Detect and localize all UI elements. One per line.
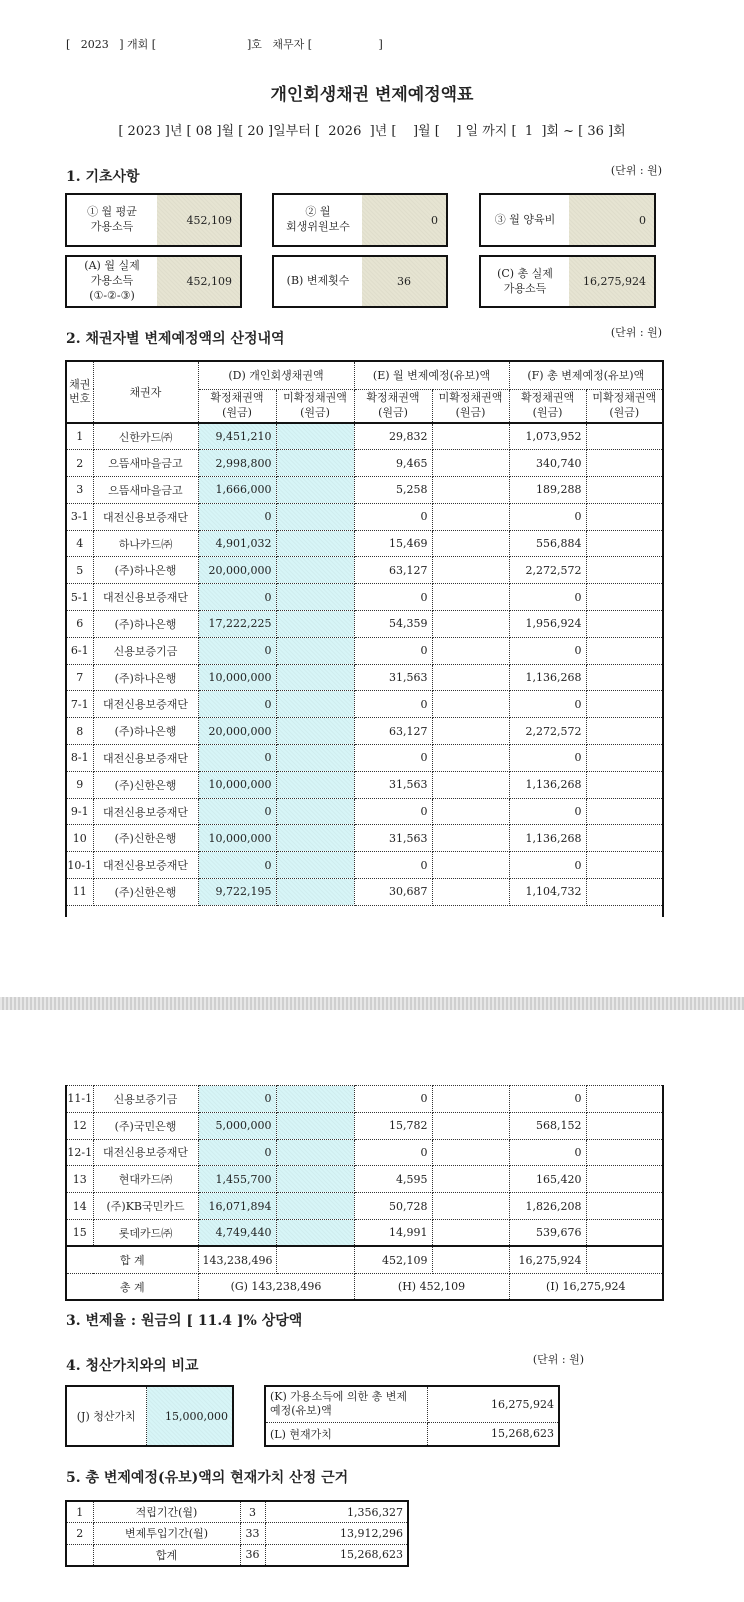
e-unconfirmed [432, 771, 509, 798]
e-unconfirmed [432, 879, 509, 906]
d-confirmed: 4,901,032 [198, 530, 276, 557]
e-unconfirmed [432, 1139, 509, 1166]
child-support-box [479, 193, 656, 247]
e-confirmed: 5,258 [354, 477, 432, 504]
box-label: ① 월 평균 가용소득 [67, 195, 157, 245]
f-unconfirmed [586, 477, 663, 504]
creditor-no: 8 [66, 718, 93, 745]
d-unconfirmed [276, 530, 354, 557]
e-unconfirmed [432, 664, 509, 691]
box-label: (A) 월 실제 가용소득 (①-②-③) [67, 257, 157, 306]
e-unconfirmed [432, 584, 509, 611]
col-header-d-confirmed: 확정채권액 (원금) [198, 389, 276, 423]
creditor-name: 신용보증기금 [93, 637, 198, 664]
d-confirmed: 0 [198, 691, 276, 718]
creditor-name: 신용보증기금 [93, 1086, 198, 1113]
creditor-name: (주)하나은행 [93, 664, 198, 691]
e-confirmed: 15,469 [354, 530, 432, 557]
d-confirmed: 20,000,000 [198, 557, 276, 584]
table-row [66, 1139, 663, 1166]
table-row [66, 798, 663, 825]
f-unconfirmed [586, 1193, 663, 1220]
d-confirmed: 10,000,000 [198, 664, 276, 691]
total-label: 총 계 [66, 1273, 198, 1300]
table-row [66, 1112, 663, 1139]
row-no: 2 [66, 1523, 93, 1545]
table-row [66, 1544, 408, 1566]
e-unconfirmed [432, 745, 509, 772]
creditor-no: 7-1 [66, 691, 93, 718]
e-unconfirmed [432, 825, 509, 852]
d-confirmed: 9,722,195 [198, 879, 276, 906]
d-confirmed: 10,000,000 [198, 825, 276, 852]
table-row [66, 691, 663, 718]
f-confirmed: 1,956,924 [509, 611, 586, 638]
section2-title: 2. 채권자별 변제예정액의 산정내역 [66, 331, 285, 347]
f-unconfirmed [586, 1112, 663, 1139]
e-confirmed: 54,359 [354, 611, 432, 638]
e-confirmed: 30,687 [354, 879, 432, 906]
d-confirmed: 9,451,210 [198, 423, 276, 450]
d-unconfirmed [276, 691, 354, 718]
creditor-name: 하나카드㈜ [93, 530, 198, 557]
creditor-no: 12 [66, 1112, 93, 1139]
d-unconfirmed [276, 423, 354, 450]
creditor-no: 9 [66, 771, 93, 798]
subtotal-d: 143,238,496 [198, 1246, 276, 1273]
table-row [66, 745, 663, 772]
box-value: 0 [569, 195, 654, 245]
creditor-no: 10-1 [66, 852, 93, 879]
table-row [66, 1219, 663, 1246]
col-header-f-unconfirmed: 미확정채권액 (원금) [586, 389, 663, 423]
col-header-e-confirmed: 확정채권액 (원금) [354, 389, 432, 423]
box-label: ② 월 회생위원보수 [274, 195, 362, 245]
amount: 1,356,327 [265, 1501, 408, 1523]
d-unconfirmed [276, 503, 354, 530]
f-confirmed: 0 [509, 1086, 586, 1113]
f-confirmed: 1,073,952 [509, 423, 586, 450]
f-unconfirmed [586, 771, 663, 798]
e-unconfirmed [432, 450, 509, 477]
f-unconfirmed [586, 798, 663, 825]
table-row [66, 1523, 408, 1545]
table-row [66, 423, 663, 450]
creditor-no: 14 [66, 1193, 93, 1220]
d-confirmed: 0 [198, 1139, 276, 1166]
total-row [66, 1273, 663, 1300]
e-unconfirmed [432, 691, 509, 718]
box-value: 16,275,924 [569, 257, 654, 306]
f-confirmed: 2,272,572 [509, 718, 586, 745]
f-unconfirmed [586, 691, 663, 718]
f-unconfirmed [586, 852, 663, 879]
section5-title: 5. 총 변제예정(유보)액의 현재가치 산정 근거 [66, 1470, 349, 1486]
e-unconfirmed [432, 477, 509, 504]
d-confirmed: 5,000,000 [198, 1112, 276, 1139]
table-row [66, 637, 663, 664]
d-unconfirmed [276, 771, 354, 798]
f-confirmed: 1,136,268 [509, 825, 586, 852]
creditor-name: 대전신용보증재단 [93, 745, 198, 772]
creditor-name: 대전신용보증재단 [93, 798, 198, 825]
section2-unit: (단위 : 원) [610, 326, 662, 339]
d-confirmed: 0 [198, 637, 276, 664]
d-confirmed: 10,000,000 [198, 771, 276, 798]
table-row [66, 825, 663, 852]
table-row [66, 1193, 663, 1220]
page-break [0, 997, 744, 1010]
d-confirmed: 0 [198, 503, 276, 530]
creditor-table-page1 [65, 360, 664, 917]
creditor-no: 3 [66, 477, 93, 504]
d-unconfirmed [276, 557, 354, 584]
creditor-no: 6 [66, 611, 93, 638]
table-row [66, 557, 663, 584]
f-unconfirmed [586, 664, 663, 691]
d-confirmed: 16,071,894 [198, 1193, 276, 1220]
period-label: 합계 [93, 1544, 240, 1566]
f-confirmed: 2,272,572 [509, 557, 586, 584]
f-confirmed: 1,136,268 [509, 664, 586, 691]
present-value-basis-table [65, 1500, 409, 1567]
creditor-name: 대전신용보증재단 [93, 691, 198, 718]
table-row [66, 584, 663, 611]
d-confirmed: 1,455,700 [198, 1166, 276, 1193]
trustee-fee-box [272, 193, 448, 247]
amount: 15,268,623 [265, 1544, 408, 1566]
f-unconfirmed [586, 718, 663, 745]
e-confirmed: 0 [354, 584, 432, 611]
col-header-creditor: 채권자 [93, 361, 198, 423]
e-confirmed: 50,728 [354, 1193, 432, 1220]
monthly-avg-income-box [65, 193, 242, 247]
box-value: 36 [362, 257, 446, 306]
creditor-no: 1 [66, 423, 93, 450]
d-unconfirmed [276, 637, 354, 664]
e-confirmed: 31,563 [354, 771, 432, 798]
creditor-no: 6-1 [66, 637, 93, 664]
d-confirmed: 0 [198, 852, 276, 879]
empty-cell [432, 1246, 509, 1273]
f-unconfirmed [586, 1139, 663, 1166]
col-header-d-unconfirmed: 미확정채권액 (원금) [276, 389, 354, 423]
creditor-no: 2 [66, 450, 93, 477]
e-confirmed: 0 [354, 745, 432, 772]
subtotal-label: 합 계 [66, 1246, 198, 1273]
period-label: 적립기간(월) [93, 1501, 240, 1523]
total-repayment-value: 16,275,924 [427, 1386, 559, 1422]
f-unconfirmed [586, 637, 663, 664]
creditor-no: 15 [66, 1219, 93, 1246]
f-unconfirmed [586, 745, 663, 772]
d-unconfirmed [276, 611, 354, 638]
total-g: (G) 143,238,496 [198, 1273, 354, 1300]
table-row [66, 611, 663, 638]
total-repayment-label: (K) 가용소득에 의한 총 변제 예정(유보)액 [265, 1386, 427, 1422]
e-unconfirmed [432, 1086, 509, 1113]
f-confirmed: 568,152 [509, 1112, 586, 1139]
col-header-no: 채권 번호 [66, 361, 93, 423]
f-confirmed: 0 [509, 852, 586, 879]
table-row [66, 503, 663, 530]
creditor-name: 으뜸새마을금고 [93, 477, 198, 504]
e-unconfirmed [432, 637, 509, 664]
creditor-name: (주)KB국민카드 [93, 1193, 198, 1220]
table-row [66, 450, 663, 477]
creditor-name: 현대카드㈜ [93, 1166, 198, 1193]
section1-title: 1. 기초사항 [66, 169, 140, 185]
d-confirmed: 0 [198, 584, 276, 611]
f-confirmed: 0 [509, 584, 586, 611]
d-confirmed: 0 [198, 1086, 276, 1113]
e-unconfirmed [432, 1219, 509, 1246]
creditor-no: 5-1 [66, 584, 93, 611]
e-unconfirmed [432, 1166, 509, 1193]
box-value: 452,109 [157, 195, 240, 245]
e-confirmed: 4,595 [354, 1166, 432, 1193]
f-unconfirmed [586, 1086, 663, 1113]
e-confirmed: 0 [354, 1086, 432, 1113]
f-confirmed: 0 [509, 798, 586, 825]
months: 36 [240, 1544, 265, 1566]
creditor-no: 13 [66, 1166, 93, 1193]
e-confirmed: 0 [354, 852, 432, 879]
e-confirmed: 29,832 [354, 423, 432, 450]
creditor-no: 3-1 [66, 503, 93, 530]
e-confirmed: 31,563 [354, 825, 432, 852]
creditor-name: 롯데카드㈜ [93, 1219, 198, 1246]
e-unconfirmed [432, 423, 509, 450]
present-value-value: 15,268,623 [427, 1422, 559, 1446]
months: 3 [240, 1501, 265, 1523]
section1-unit: (단위 : 원) [610, 164, 662, 177]
d-unconfirmed [276, 1086, 354, 1113]
creditor-name: (주)신한은행 [93, 825, 198, 852]
case-number-line: [ 2023 ] 개회 [ ]호 채무자 [ ] [66, 38, 383, 51]
present-value-label: (L) 현재가치 [265, 1422, 427, 1446]
d-unconfirmed [276, 879, 354, 906]
e-unconfirmed [432, 530, 509, 557]
f-unconfirmed [586, 557, 663, 584]
d-unconfirmed [276, 1112, 354, 1139]
creditor-name: (주)하나은행 [93, 611, 198, 638]
f-confirmed: 539,676 [509, 1219, 586, 1246]
table-row [66, 852, 663, 879]
table-row [66, 1166, 663, 1193]
e-confirmed: 0 [354, 637, 432, 664]
table-row [66, 879, 663, 906]
e-confirmed: 15,782 [354, 1112, 432, 1139]
section4-unit: (단위 : 원) [532, 1353, 584, 1366]
f-confirmed: 189,288 [509, 477, 586, 504]
table-row [66, 664, 663, 691]
creditor-name: (주)하나은행 [93, 718, 198, 745]
d-unconfirmed [276, 450, 354, 477]
f-confirmed: 0 [509, 503, 586, 530]
creditor-name: 대전신용보증재단 [93, 852, 198, 879]
table-row [66, 1501, 408, 1523]
creditor-name: 으뜸새마을금고 [93, 450, 198, 477]
d-confirmed: 2,998,800 [198, 450, 276, 477]
d-unconfirmed [276, 477, 354, 504]
subtotal-row [66, 1246, 663, 1273]
e-unconfirmed [432, 718, 509, 745]
row-no [66, 1544, 93, 1566]
subtotal-e: 452,109 [354, 1246, 432, 1273]
e-confirmed: 63,127 [354, 557, 432, 584]
f-unconfirmed [586, 825, 663, 852]
e-unconfirmed [432, 852, 509, 879]
creditor-no: 12-1 [66, 1139, 93, 1166]
d-unconfirmed [276, 584, 354, 611]
creditor-name: 신한카드㈜ [93, 423, 198, 450]
creditor-no: 10 [66, 825, 93, 852]
repayment-count-box [272, 255, 448, 308]
total-h: (H) 452,109 [354, 1273, 509, 1300]
subtotal-f: 16,275,924 [509, 1246, 586, 1273]
section4-title: 4. 청산가치와의 비교 [66, 1358, 199, 1374]
total-i: (I) 16,275,924 [509, 1273, 663, 1300]
creditor-no: 7 [66, 664, 93, 691]
present-value-comparison-table [264, 1385, 560, 1447]
e-unconfirmed [432, 1193, 509, 1220]
col-header-e: (E) 월 변제예정(유보)액 [354, 361, 509, 389]
actual-income-box [65, 255, 242, 308]
f-confirmed: 340,740 [509, 450, 586, 477]
f-confirmed: 1,826,208 [509, 1193, 586, 1220]
creditor-no: 11 [66, 879, 93, 906]
d-unconfirmed [276, 1219, 354, 1246]
box-label: (B) 변제횟수 [274, 257, 362, 306]
e-unconfirmed [432, 1112, 509, 1139]
table-row [66, 1086, 663, 1113]
f-unconfirmed [586, 584, 663, 611]
document-title: 개인회생채권 변제예정액표 [270, 85, 474, 105]
d-confirmed: 1,666,000 [198, 477, 276, 504]
liquidation-value-label: (J) 청산가치 [66, 1386, 146, 1446]
table-continuation-gap [66, 905, 663, 917]
section3-repayment-rate: 3. 변제율 : 원금의 [ 11.4 ]% 상당액 [66, 1313, 303, 1329]
f-confirmed: 1,104,732 [509, 879, 586, 906]
creditor-name: 대전신용보증재단 [93, 584, 198, 611]
box-label: (C) 총 실제 가용소득 [481, 257, 569, 306]
creditor-table-page2 [65, 1085, 664, 1301]
creditor-name: (주)신한은행 [93, 879, 198, 906]
empty-cell [276, 1246, 354, 1273]
f-confirmed: 0 [509, 691, 586, 718]
f-confirmed: 0 [509, 1139, 586, 1166]
total-income-box [479, 255, 656, 308]
col-header-f: (F) 총 변제예정(유보)액 [509, 361, 663, 389]
e-unconfirmed [432, 557, 509, 584]
d-confirmed: 0 [198, 745, 276, 772]
e-confirmed: 63,127 [354, 718, 432, 745]
empty-cell [586, 1246, 663, 1273]
f-unconfirmed [586, 1219, 663, 1246]
e-confirmed: 0 [354, 1139, 432, 1166]
e-unconfirmed [432, 503, 509, 530]
table-row [66, 771, 663, 798]
col-header-e-unconfirmed: 미확정채권액 (원금) [432, 389, 509, 423]
creditor-name: 대전신용보증재단 [93, 503, 198, 530]
months: 33 [240, 1523, 265, 1545]
period-label: 변제투입기간(월) [93, 1523, 240, 1545]
creditor-name: 대전신용보증재단 [93, 1139, 198, 1166]
f-confirmed: 556,884 [509, 530, 586, 557]
creditor-no: 9-1 [66, 798, 93, 825]
box-value: 452,109 [157, 257, 240, 306]
d-unconfirmed [276, 852, 354, 879]
f-unconfirmed [586, 1166, 663, 1193]
creditor-no: 5 [66, 557, 93, 584]
liquidation-value: 15,000,000 [146, 1386, 233, 1446]
liquidation-value-table [65, 1385, 234, 1447]
f-confirmed: 1,136,268 [509, 771, 586, 798]
table-row [66, 718, 663, 745]
creditor-name: (주)국민은행 [93, 1112, 198, 1139]
d-confirmed: 4,749,440 [198, 1219, 276, 1246]
d-unconfirmed [276, 1139, 354, 1166]
repayment-period: [ 2023 ]년 [ 08 ]월 [ 20 ]일부터 [ 2026 ]년 [ ]월 [ ] 일 까지 [ 1 ]회 ~ [ 36 ]회 [118, 124, 626, 139]
amount: 13,912,296 [265, 1523, 408, 1545]
d-confirmed: 20,000,000 [198, 718, 276, 745]
d-unconfirmed [276, 825, 354, 852]
box-label: ③ 월 양육비 [481, 195, 569, 245]
d-unconfirmed [276, 1193, 354, 1220]
f-confirmed: 165,420 [509, 1166, 586, 1193]
box-value: 0 [362, 195, 446, 245]
d-unconfirmed [276, 664, 354, 691]
e-unconfirmed [432, 798, 509, 825]
f-unconfirmed [586, 423, 663, 450]
row-no: 1 [66, 1501, 93, 1523]
d-unconfirmed [276, 745, 354, 772]
d-unconfirmed [276, 798, 354, 825]
f-unconfirmed [586, 611, 663, 638]
e-confirmed: 31,563 [354, 664, 432, 691]
f-unconfirmed [586, 503, 663, 530]
f-unconfirmed [586, 879, 663, 906]
f-confirmed: 0 [509, 745, 586, 772]
d-confirmed: 17,222,225 [198, 611, 276, 638]
creditor-no: 8-1 [66, 745, 93, 772]
d-unconfirmed [276, 1166, 354, 1193]
table-row [66, 530, 663, 557]
e-confirmed: 0 [354, 798, 432, 825]
e-confirmed: 0 [354, 503, 432, 530]
d-unconfirmed [276, 718, 354, 745]
e-confirmed: 14,991 [354, 1219, 432, 1246]
col-header-d: (D) 개인회생채권액 [198, 361, 354, 389]
e-confirmed: 9,465 [354, 450, 432, 477]
creditor-no: 11-1 [66, 1086, 93, 1113]
col-header-f-confirmed: 확정채권액 (원금) [509, 389, 586, 423]
table-row [66, 477, 663, 504]
f-confirmed: 0 [509, 637, 586, 664]
d-confirmed: 0 [198, 798, 276, 825]
creditor-name: (주)신한은행 [93, 771, 198, 798]
f-unconfirmed [586, 450, 663, 477]
e-confirmed: 0 [354, 691, 432, 718]
f-unconfirmed [586, 530, 663, 557]
e-unconfirmed [432, 611, 509, 638]
creditor-name: (주)하나은행 [93, 557, 198, 584]
creditor-no: 4 [66, 530, 93, 557]
